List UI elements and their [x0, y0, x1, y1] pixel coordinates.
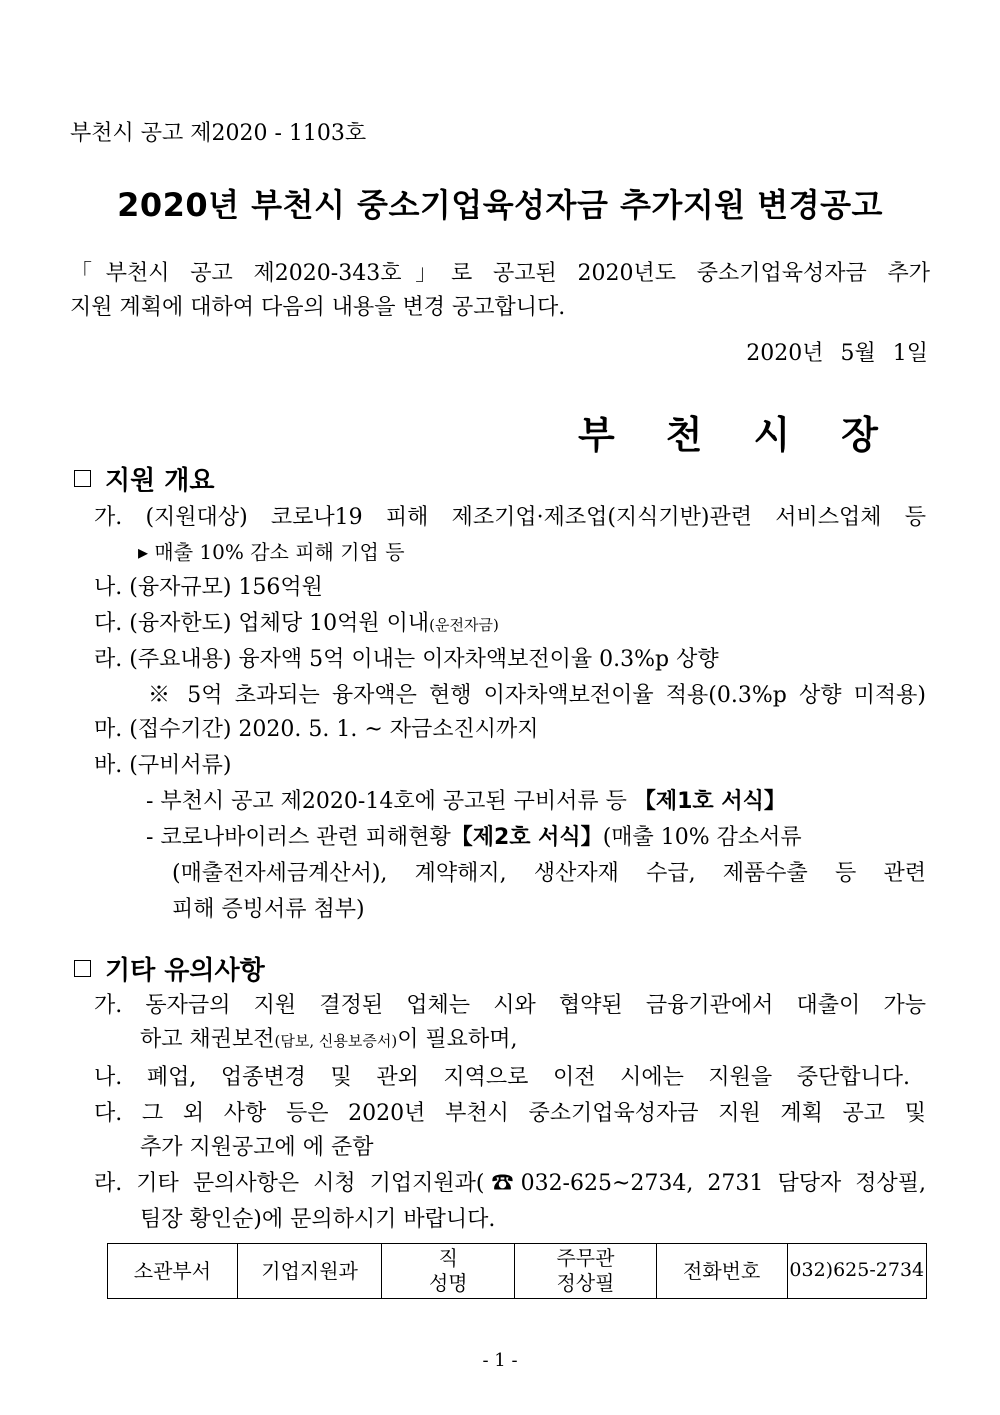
phone-value-cell: 032)625-2734	[787, 1244, 926, 1299]
checkbox-square-icon	[74, 960, 91, 977]
position-value-cell	[515, 1244, 657, 1299]
page-number: - 1 -	[482, 1350, 518, 1371]
section-heading-overview	[74, 460, 215, 497]
item-ba-documents: 바. (구비서류)	[94, 753, 232, 778]
item-ba-doc-2-post: (매출 10% 감소서류	[602, 825, 802, 850]
phone-label-cell: 전화번호	[656, 1244, 787, 1299]
table-row	[108, 1244, 927, 1299]
item-ba-doc-2-line-2: (매출전자세금계산서), 계약해지, 생산자재 수급, 제품수출 등 관련	[172, 861, 926, 886]
item-ra-note: ※ 5억 초과되는 융자액은 현행 이자차액보전이율 적용(0.3%p 상향 미적용)	[148, 683, 926, 708]
signatory-char: 부	[578, 413, 615, 457]
section-heading-text: 기타 유의사항	[105, 956, 265, 986]
intro-line-1: 「부천시 공고 제2020-343호」로 공고된 2020년도 중소기업육성자금 추가	[70, 261, 930, 286]
document-title: 2020년 부천시 중소기업육성자금 추가지원 변경공고	[117, 186, 883, 224]
item-ba-doc-2-text: - 코로나바이러스 관련 피해현황	[146, 825, 451, 850]
signatory-char: 천	[665, 413, 703, 457]
position-label-2: 성명	[428, 1271, 468, 1295]
signatory	[578, 404, 878, 459]
note-na: 나. 폐업, 업종변경 및 관외 지역으로 이전 시에는 지원을 중단합니다.	[94, 1065, 910, 1090]
note-ga-line-2-post: 이 필요하며,	[397, 1027, 518, 1052]
signatory-char: 시	[753, 413, 791, 457]
item-ra-content: 라. (주요내용) 융자액 5억 이내는 이자차액보전이율 0.3%p 상향	[94, 647, 719, 672]
item-ba-doc-2-line-3: 피해 증빙서류 첨부)	[172, 897, 365, 922]
contact-table	[107, 1243, 927, 1299]
item-ma-period: 마. (접수기간) 2020. 5. 1. ~ 자금소진시까지	[94, 717, 539, 742]
item-ga-sub: ▸ 매출 10% 감소 피해 기업 등	[138, 540, 405, 564]
dept-label-cell: 소관부서	[108, 1244, 238, 1299]
item-ba-doc-2	[146, 820, 802, 851]
form-1-reference: 【제1호 서식】	[633, 789, 786, 814]
note-ra-line-1: 라. 기타 문의사항은 시청 기업지원과(☎032-625~2734, 2731 담당자 정상필,	[94, 1171, 926, 1196]
note-da-line-2: 추가 지원공고에 에 준함	[140, 1135, 374, 1160]
item-da-note: (운전자금)	[429, 616, 499, 634]
form-2-reference: 【제2호 서식】	[450, 825, 603, 850]
notice-number: 부천시 공고 제2020 - 1103호	[70, 121, 367, 146]
note-ga-line-2-note: (담보, 신용보증서)	[274, 1032, 398, 1050]
position-value-2: 정상필	[556, 1271, 615, 1295]
note-da-line-1: 다. 그 외 사항 등은 2020년 부천시 중소기업육성자금 지원 계획 공고 및	[94, 1101, 926, 1126]
section-heading-notes	[74, 950, 265, 987]
note-ga-line-2	[140, 1022, 517, 1053]
position-label-cell	[382, 1244, 515, 1299]
item-da-limit	[94, 606, 499, 637]
position-value-1: 주무관	[556, 1246, 615, 1270]
section-heading-text: 지원 개요	[105, 466, 215, 496]
note-ga-line-1: 가. 동자금의 지원 결정된 업체는 시와 협약된 금융기관에서 대출이 가능	[94, 993, 926, 1018]
intro-line-2: 지원 계획에 대하여 다음의 내용을 변경 공고합니다.	[70, 295, 566, 320]
note-ga-line-2-pre: 하고 채권보전	[140, 1027, 275, 1052]
item-da-text: 다. (융자한도) 업체당 10억원 이내	[94, 611, 430, 636]
dept-value-cell: 기업지원과	[237, 1244, 382, 1299]
item-ga-eligibility: 가. (지원대상) 코로나19 피해 제조기업·제조업(지식기반)관련 서비스업체 등	[94, 505, 926, 530]
notice-date: 2020년 5월 1일	[746, 341, 928, 366]
checkbox-square-icon	[74, 470, 91, 487]
item-ba-doc-1-text: - 부천시 공고 제2020-14호에 공고된 구비서류 등	[146, 789, 627, 814]
item-na-scale: 나. (융자규모) 156억원	[94, 575, 323, 600]
position-label-1: 직	[438, 1246, 458, 1270]
note-ra-line-2: 팀장 황인순)에 문의하시기 바랍니다.	[140, 1207, 496, 1232]
item-ba-doc-1	[146, 784, 786, 815]
signatory-char: 장	[841, 413, 878, 457]
